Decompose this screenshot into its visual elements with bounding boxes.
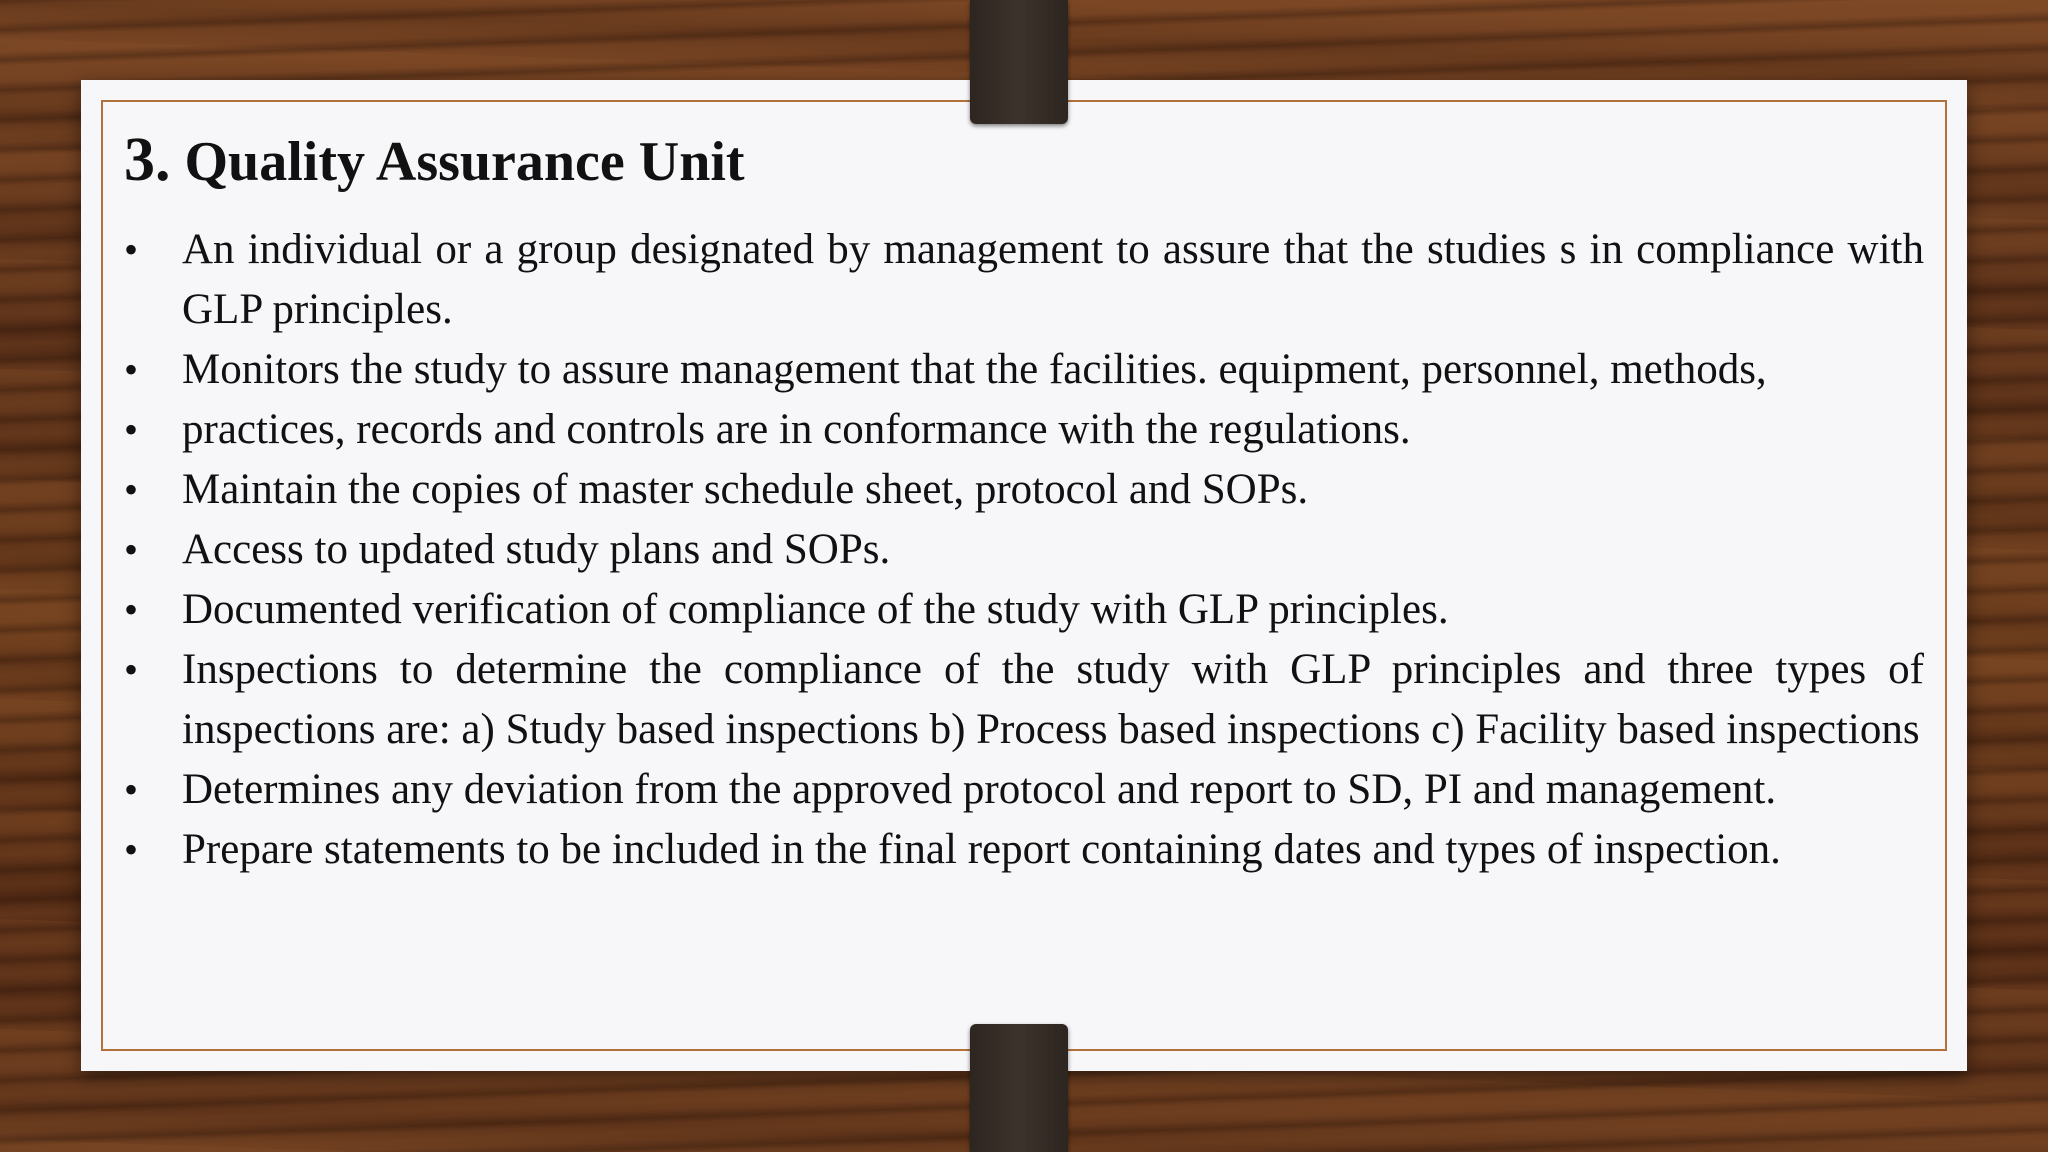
bullet-item: • An individual or a group designated by management to assure that the studies s in compliance with GLP principles. <box>124 220 1924 340</box>
bullet-item: • Monitors the study to assure management that the facilities. equipment, personnel, methods, <box>124 340 1924 400</box>
bullet-item: • Maintain the copies of master schedule sheet, protocol and SOPs. <box>124 460 1924 520</box>
bullet-item: • Access to updated study plans and SOPs. <box>124 520 1924 580</box>
bullet-list <box>124 220 1924 880</box>
bullet-item: • Prepare statements to be included in the final report containing dates and types of inspection. <box>124 820 1924 880</box>
bullet-item: • Inspections to determine the compliance of the study with GLP principles and three types of inspections are: a) Study based inspections b) Process based inspections c) Facility based inspections <box>124 640 1924 760</box>
bullet-item: • Documented verification of compliance of the study with GLP principles. <box>124 580 1924 640</box>
slide-content <box>124 122 1924 880</box>
title-text: Quality Assurance Unit <box>184 131 745 193</box>
bullet-item: • practices, records and controls are in conformance with the regulations. <box>124 400 1924 460</box>
bottom-binder-clip <box>970 1024 1068 1152</box>
bullet-item: • Determines any deviation from the approved protocol and report to SD, PI and management. <box>124 760 1924 820</box>
slide-title <box>124 122 1924 200</box>
title-number: 3. <box>124 126 171 194</box>
top-binder-clip <box>970 0 1068 124</box>
